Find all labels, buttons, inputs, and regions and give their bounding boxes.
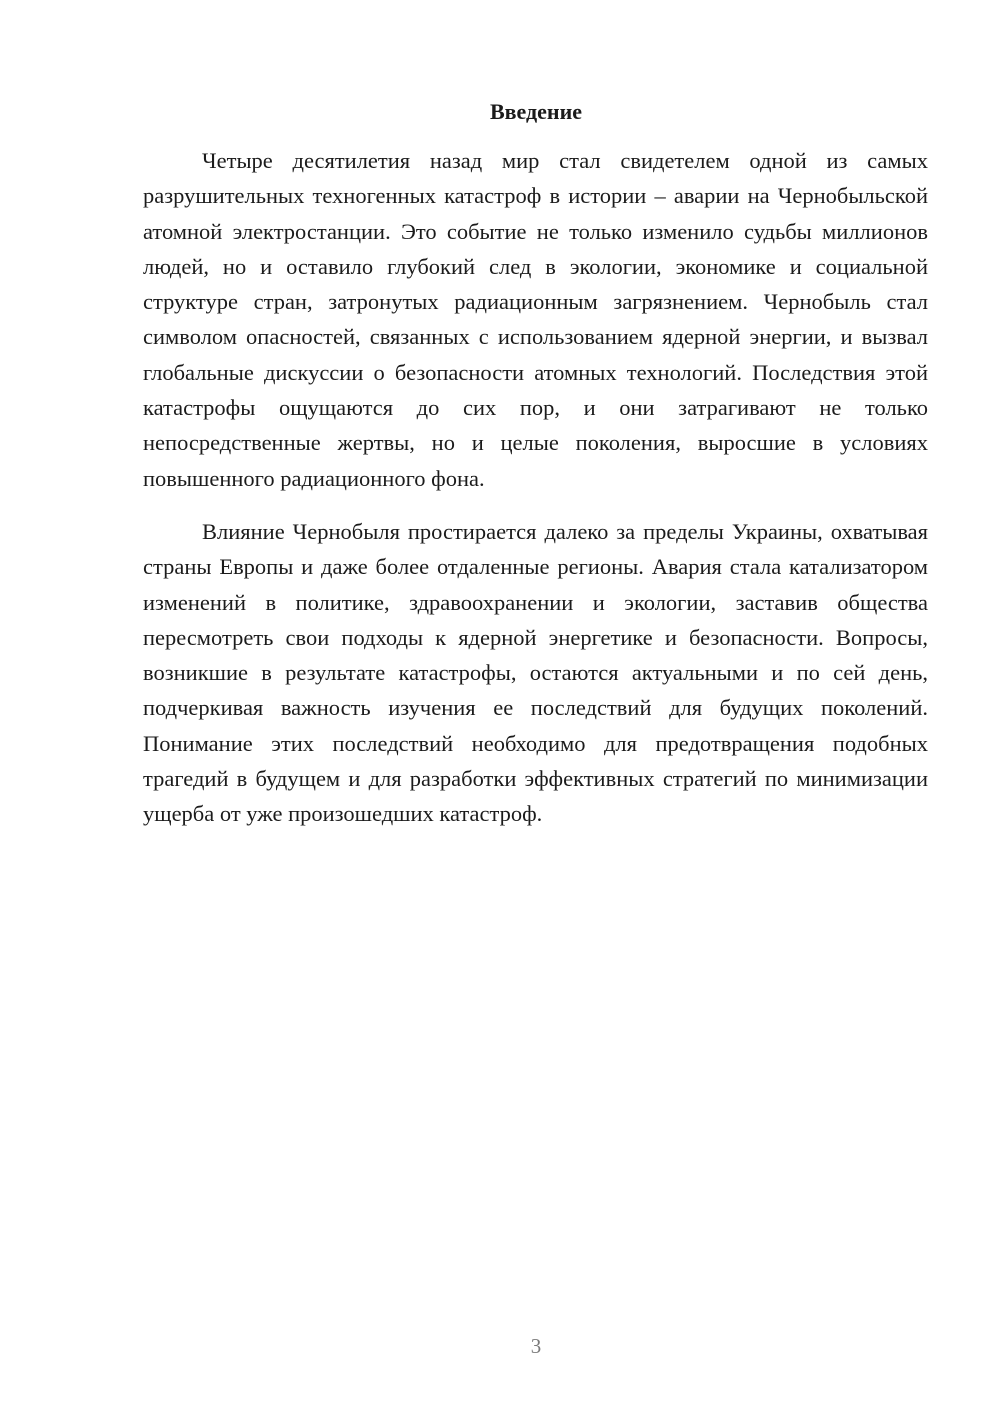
page-number: 3: [530, 1334, 542, 1358]
body-text: [143, 143, 928, 832]
paragraph-2: Влияние Чернобыля простирается далеко за пределы Украины, охватывая страны Европы и даже более отдаленные регионы. Авария стала катализатором изменений в политике, здравоохранении и экологии, заставив общества пересмотреть свои подходы к ядерной энергетике и безопасности. Вопросы, возникшие в результате катастрофы, остаются актуальными и по сей день, подчеркивая важность изучения ее последствий для будущих поколений. Понимание этих последствий необходимо для предотвращения подобных трагедий в будущем и для разработки эффективных стратегий по минимизации ущерба от уже произошедших катастроф.: [143, 518, 928, 827]
paragraph-1: Четыре десятилетия назад мир стал свидетелем одной из самых разрушительных техногенных катастроф в истории – аварии на Чернобыльской атомной электростанции. Это событие не только изменило судьбы миллионов людей, но и оставило глубокий след в экологии, экономике и социальной структуре стран, затронутых радиационным загрязнением. Чернобыль стал символом опасностей, связанных с использованием ядерной энергии, и вызвал глобальные дискуссии о безопасности атомных технологий. Последствия этой катастрофы ощущаются до сих пор, и они затрагивают не только непосредственные жертвы, но и целые поколения, выросшие в условиях повышенного радиационного фона.: [143, 148, 928, 491]
section-heading: Введение: [489, 99, 583, 124]
